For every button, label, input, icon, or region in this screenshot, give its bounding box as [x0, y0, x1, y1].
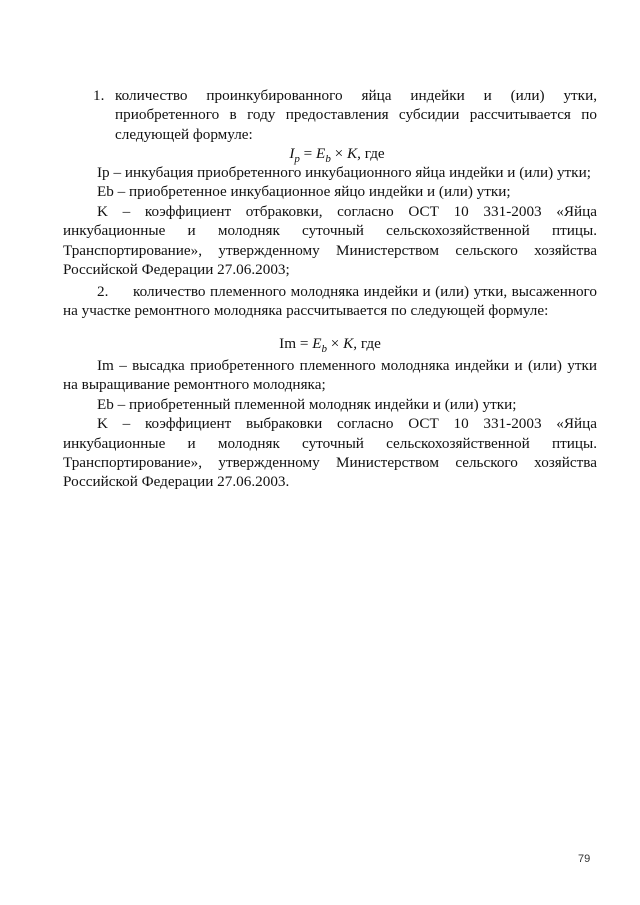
item-2-line-2: на участке ремонтного молодняка рассчитывается по следующей формуле:	[63, 302, 549, 320]
formula-1-times: ×	[330, 145, 347, 162]
formula-1-equals: =	[299, 145, 317, 162]
definition-k-1-line-1: K – коэффициент отбраковки, согласно ОСТ 10 331-2003 «Яйца	[97, 202, 597, 220]
item-2-paragraph	[63, 282, 597, 321]
item-1-line-1	[63, 86, 597, 105]
item-1-paragraph	[63, 86, 597, 144]
formula-2-tail: , где	[353, 335, 381, 352]
definition-k-2-line-2: инкубационные и молодняк суточный сельскохозяйственной птицы.	[63, 434, 597, 452]
formula-1-tail: , где	[357, 145, 385, 162]
definition-ip: Iр – инкубация приобретенного инкубационного яйца индейки и (или) утки;	[97, 164, 591, 181]
item-1-line-2: приобретенного в году предоставления субсидии рассчитывается по	[115, 106, 597, 124]
definition-eb-1: Eb – приобретенное инкубационное яйцо индейки и (или) утки;	[97, 183, 511, 201]
definition-k-1-line-4: Российской Федерации 27.06.2003;	[63, 261, 290, 279]
formula-2-times: ×	[326, 335, 344, 352]
definition-im-line-2: на выращивание ремонтного молодняка;	[63, 376, 326, 394]
item-2-marker: 2.	[97, 283, 109, 300]
definition-im-line-1: Im – высадка приобретенного племенного молодняка индейки и (или) утки	[97, 357, 597, 374]
definitions-1	[63, 163, 597, 279]
formula-1-e: E	[316, 145, 326, 162]
definitions-2	[63, 356, 597, 492]
definition-k-1-line-3: Транспортирование», утвержденному Министерством сельского хозяйства	[63, 241, 597, 259]
item-1-line-3: следующей формуле:	[115, 125, 253, 143]
item-1-marker: 1.	[93, 87, 105, 104]
definition-k-1-line-2: инкубационные и молодняк суточный сельскохозяйственной птицы.	[63, 222, 597, 240]
formula-2-equals: =	[296, 335, 313, 352]
formula-1-lhs-sub: p	[294, 153, 300, 166]
formula-2-e: E	[312, 335, 322, 352]
formula-2-lhs: Im	[279, 335, 297, 352]
definition-k-2-line-4: Российской Федерации 27.06.2003.	[63, 473, 290, 491]
item-2-text-line-1: количество племенного молодняка индейки и (или) утки, высаженного	[133, 283, 597, 300]
definition-k-2-line-1: K – коэффициент выбраковки согласно ОСТ 10 331-2003 «Яйца	[97, 415, 597, 433]
formula-2-e-sub: b	[321, 343, 327, 356]
item-2-line-1	[63, 282, 597, 301]
formula-2-k: K	[343, 335, 354, 352]
page-number: 79	[578, 853, 591, 865]
definition-eb-2: Eb – приобретенный племенной молодняк индейки и (или) утки;	[97, 395, 517, 413]
definition-k-2-line-3: Транспортирование», утвержденному Министерством сельского хозяйства	[63, 454, 597, 472]
item-1-text-line-1: количество проинкубированного яйца индейки и (или) утки,	[115, 87, 597, 104]
formula-1-e-sub: b	[325, 153, 331, 166]
formula-1-lhs: I	[289, 145, 295, 162]
formula-1-k: K	[347, 145, 358, 162]
